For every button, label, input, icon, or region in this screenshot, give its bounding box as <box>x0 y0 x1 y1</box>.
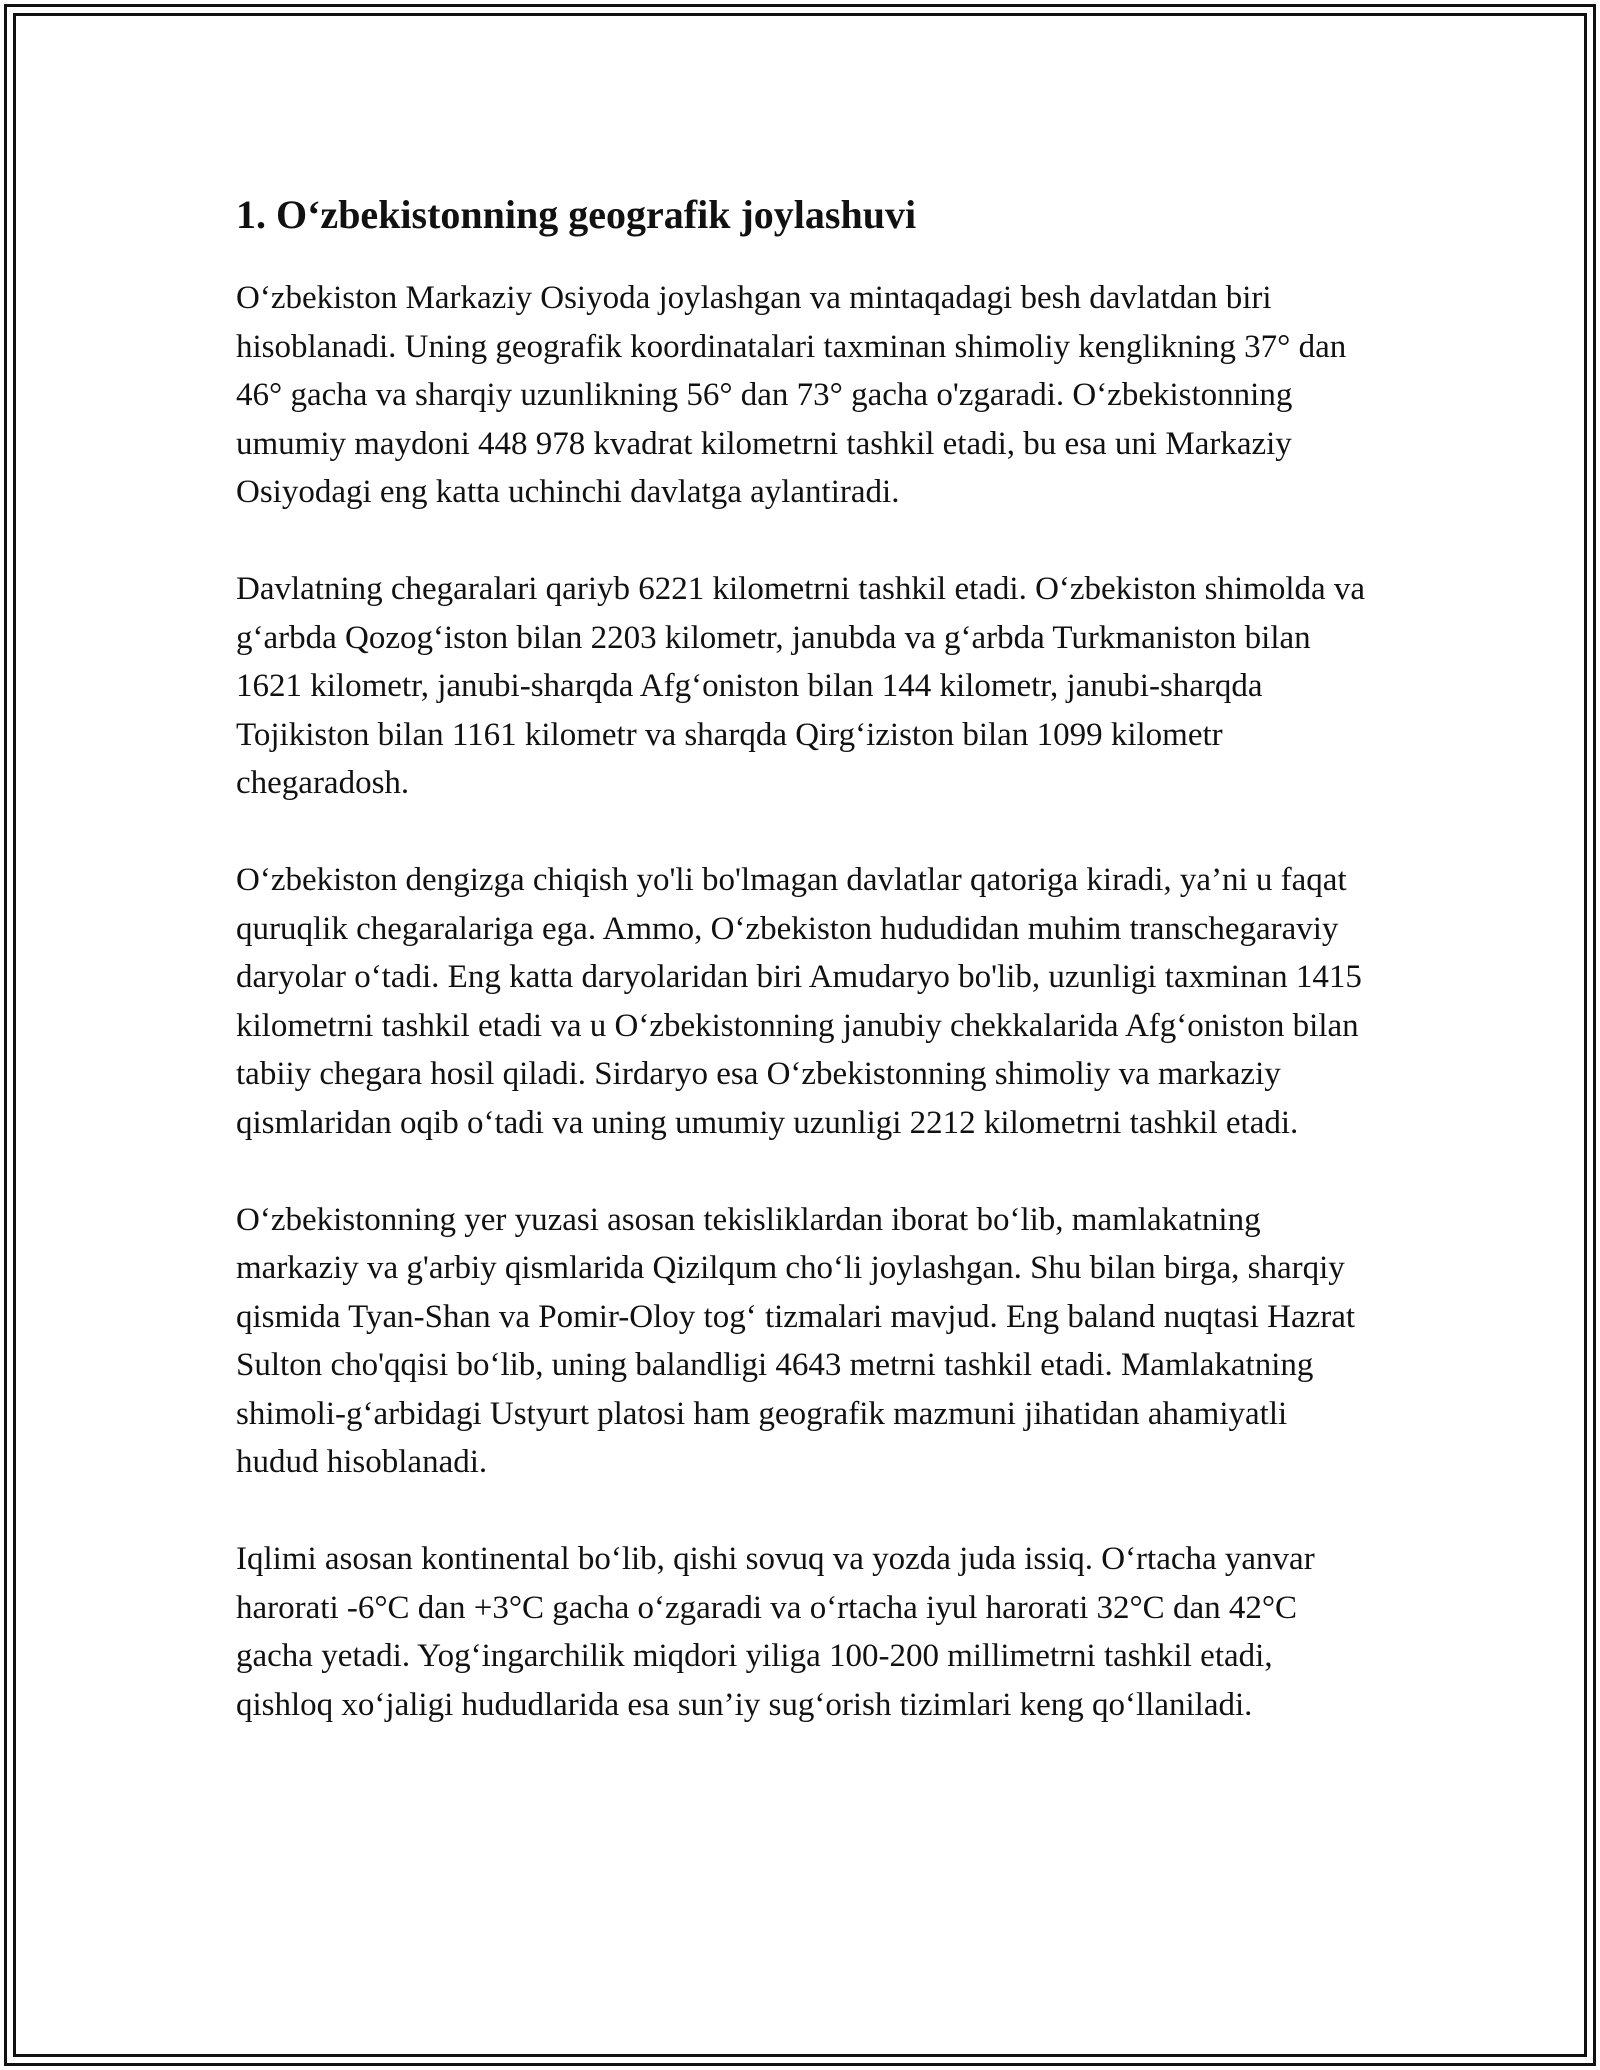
paragraph-climate: Iqlimi asosan kontinental bo‘lib, qishi sovuq va yozda juda issiq. O‘rtacha yanvar harorati -6°C dan +3°C gacha o‘zgaradi va o‘rtacha iyul harorati 32°C dan 42°C gacha yetadi. Yog‘ingarchilik miqdori yiliga 100-200 millimetrni tashkil etadi, qishloq xo‘jaligi hududlarida esa sun’iy sug‘orish tizimlari keng qo‘llaniladi. <box>236 1541 1315 1723</box>
paragraph-borders: Davlatning chegaralari qariyb 6221 kilometrni tashkil etadi. O‘zbekiston shimolda va g‘arbda Qozog‘iston bilan 2203 kilometr, janubda va g‘arbda Turkmaniston bilan 1621 kilometr, janubi-sharqda Afg‘oniston bilan 144 kilometr, janubi-sharqda Tojikiston bilan 1161 kilometr va sharqda Qirg‘iziston bilan 1099 kilometr chegaradosh. <box>236 571 1366 801</box>
paragraph-relief: O‘zbekistonning yer yuzasi asosan tekisliklardan iborat bo‘lib, mamlakatning markaziy va g'arbiy qismlarida Qizilqum cho‘li joylashgan. Shu bilan birga, sharqiy qismida Tyan-Shan va Pomir-Oloy tog‘ tizmalari mavjud. Eng baland nuqtasi Hazrat Sulton cho'qqisi bo‘lib, uning balandligi 4643 metrni tashkil etadi. Mamlakatning shimoli-g‘arbidagi Ustyurt platosi ham geografik mazmuni jihatidan ahamiyatli hudud hisoblanadi. <box>236 1201 1356 1480</box>
paragraph-location: O‘zbekiston Markaziy Osiyoda joylashgan va mintaqadagi besh davlatdan biri hisoblanadi. Uning geografik koordinatalari taxminan shimoliy kenglikning 37° dan 46° gacha va sharqiy uzunlikning 56° dan 73° gacha o'zgaradi. O‘zbekistonning umumiy maydoni 448 978 kvadrat kilometrni tashkil etadi, bu esa uni Markaziy Osiyodagi eng katta uchinchi davlatga aylantiradi. <box>236 280 1347 510</box>
document-body <box>236 180 1366 1778</box>
paragraph-rivers: O‘zbekiston dengizga chiqish yo'li bo'lmagan davlatlar qatoriga kiradi, ya’ni u faqat quruqlik chegaralariga ega. Ammo, O‘zbekiston hududidan muhim transchegaraviy daryolar o‘tadi. Eng katta daryolaridan biri Amudaryo bo'lib, uzunligi taxminan 1415 kilometrni tashkil etadi va u O‘zbekistonning janubiy chekkalarida Afg‘oniston bilan tabiiy chegara hosil qiladi. Sirdaryo esa O‘zbekistonning shimoliy va markaziy qismlaridan oqib o‘tadi va uning umumiy uzunligi 2212 kilometrni tashkil etadi. <box>236 862 1362 1141</box>
section-heading: 1. O‘zbekistonning geografik joylashuvi <box>236 192 917 237</box>
